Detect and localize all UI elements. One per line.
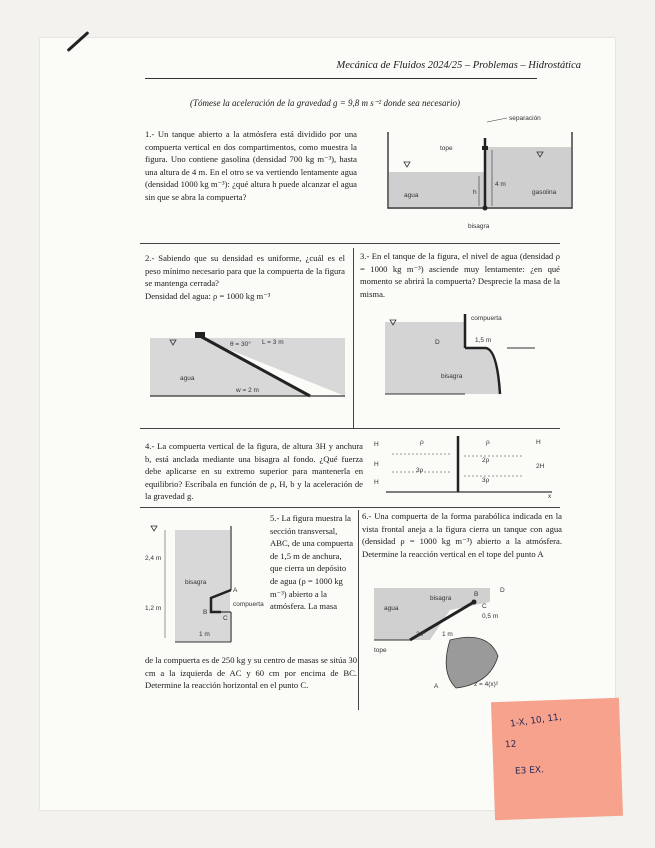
label-C: C (482, 603, 487, 610)
label-D: D (500, 587, 505, 594)
figure-2 (150, 318, 345, 406)
label-bisagra: bisagra (441, 373, 463, 380)
label-compuerta: compuerta (471, 315, 502, 322)
label-2rho: 2ρ (482, 457, 490, 464)
label-3rho-left: 3ρ (416, 467, 424, 474)
divider-vertical-2 (358, 510, 359, 710)
note-line-2: 12 (504, 739, 517, 751)
figure-5 (145, 518, 267, 648)
label-compuerta: compuerta (233, 601, 264, 608)
figure-3 (375, 308, 550, 400)
label-D: D (435, 339, 440, 346)
label-A: A (233, 587, 238, 594)
label-2H: 2H (536, 463, 545, 470)
problem-2-text: 2.- Sabiendo que su densidad es uniforme, ¿cuál es el peso mínimo necesario para que la compuerta de la figura se mantenga cerrada? (145, 253, 345, 289)
label-3rho-right: 3ρ (482, 477, 490, 484)
gravity-note: (Tómese la aceleración de la gravedad g = 9,8 m s⁻² donde sea necesario) (190, 98, 460, 108)
label-h: h (473, 189, 477, 196)
label-2-4m: 2,4 m (145, 555, 162, 562)
label-H-1: H (374, 441, 379, 448)
label-agua: agua (384, 605, 399, 612)
label-dist: 1,5 m (475, 337, 492, 344)
problem-3-text: 3.- En el tanque de la figura, el nivel de agua (densidad ρ = 1000 kg m⁻³) asciende muy lentamente: ¿en qué momento se abrirá la compuerta? Desprecie la masa de la misma. (360, 251, 560, 299)
divider-3 (140, 507, 560, 508)
page-title: Mecánica de Fluidos 2024/25 – Problemas – Hidrostática (336, 60, 581, 71)
divider-2 (140, 428, 560, 429)
label-05m: 0,5 m (482, 613, 499, 620)
label-theta: θ = 30° (230, 341, 251, 348)
figure-6 (370, 580, 520, 695)
label-B: B (203, 609, 208, 616)
label-H-2: H (374, 461, 379, 468)
label-curve: z = 4(x)² (474, 681, 499, 688)
label-bisagra: bisagra (430, 595, 452, 602)
label-H-right: H (536, 439, 541, 446)
problem-5-text-b: de la compuerta es de 250 kg y su centro de masas se sitúa 30 cm a la izquierda de AC y 60 cm por encima de BC. Determine la reacción horizontal en el punto C. (145, 655, 357, 691)
label-bisagra: bisagra (468, 223, 490, 230)
divider-1 (140, 243, 560, 244)
label-1m: 1 m (442, 631, 453, 638)
label-bisagra: bisagra (185, 579, 207, 586)
label-1-2m: 1,2 m (145, 605, 162, 612)
label-agua: agua (180, 375, 195, 382)
label-4m: 4 m (495, 181, 506, 188)
note-line-1: 1-X, 10, 11, (509, 712, 563, 730)
problem-1-text: 1.- Un tanque abierto a la atmósfera está dividido por una compuerta vertical en dos compartimentos, como muestra la figura. Uno contiene gasolina (densidad 700 kg m⁻³), hasta una altura de 4 m. En el otro se va vertiendo lentamente agua (densidad 1000 kg m⁻³): ¿qué altura h puede alcanzar el agua sin que se abra la compuerta? (145, 129, 357, 202)
divider-vertical-1 (353, 248, 354, 428)
header-rule (145, 78, 537, 79)
label-tope: tope (440, 145, 453, 152)
label-x: x (548, 493, 552, 500)
label-rho-left: ρ (420, 439, 424, 446)
problem-4-text: 4.- La compuerta vertical de la figura, de altura 3H y anchura b, está anclada mediante una bisagra al fondo. ¿Qué fuerza debe aplicarse en su extremo superior para mantenerla en equilibrio? Escríbala en función de ρ, H, b y la aceleración de la gravedad g. (145, 441, 363, 502)
label-B: B (474, 591, 479, 598)
figure-1 (382, 112, 582, 234)
problem-6-text: 6.- Una compuerta de la forma parabólica indicada en la vista frontal aneja a la figura cierra un tanque con agua (densidad ρ = 1000 kg m⁻³) abierto a la atmósfera. Determine la reacción vertical en el tope del punto A (362, 511, 562, 559)
label-L: L = 3 m (262, 339, 284, 346)
label-1m: 1 m (199, 631, 210, 638)
label-H-3: H (374, 479, 379, 486)
note-line-3: E3 EX. (514, 765, 545, 777)
label-tope: tope (374, 647, 387, 654)
figure-4 (372, 432, 562, 500)
label-A: A (434, 683, 439, 690)
label-w: w = 2 m (236, 387, 259, 394)
label-30deg: 30° (416, 631, 426, 638)
label-separacion: separación (509, 115, 541, 122)
problem-5-text-a: 5.- La figura muestra la sección transversal, ABC, de una compuerta de 1,5 m de anchura, que cierra un depósito de agua (ρ = 1000 kg m⁻³) abierto a la atmósfera. La masa (270, 513, 354, 612)
label-C: C (223, 615, 228, 622)
label-agua: agua (404, 192, 419, 199)
label-gasolina: gasolina (532, 189, 557, 196)
problem-2-density: Densidad del agua: ρ = 1000 kg m⁻³ (145, 291, 271, 301)
label-rho-right: ρ (486, 439, 490, 446)
